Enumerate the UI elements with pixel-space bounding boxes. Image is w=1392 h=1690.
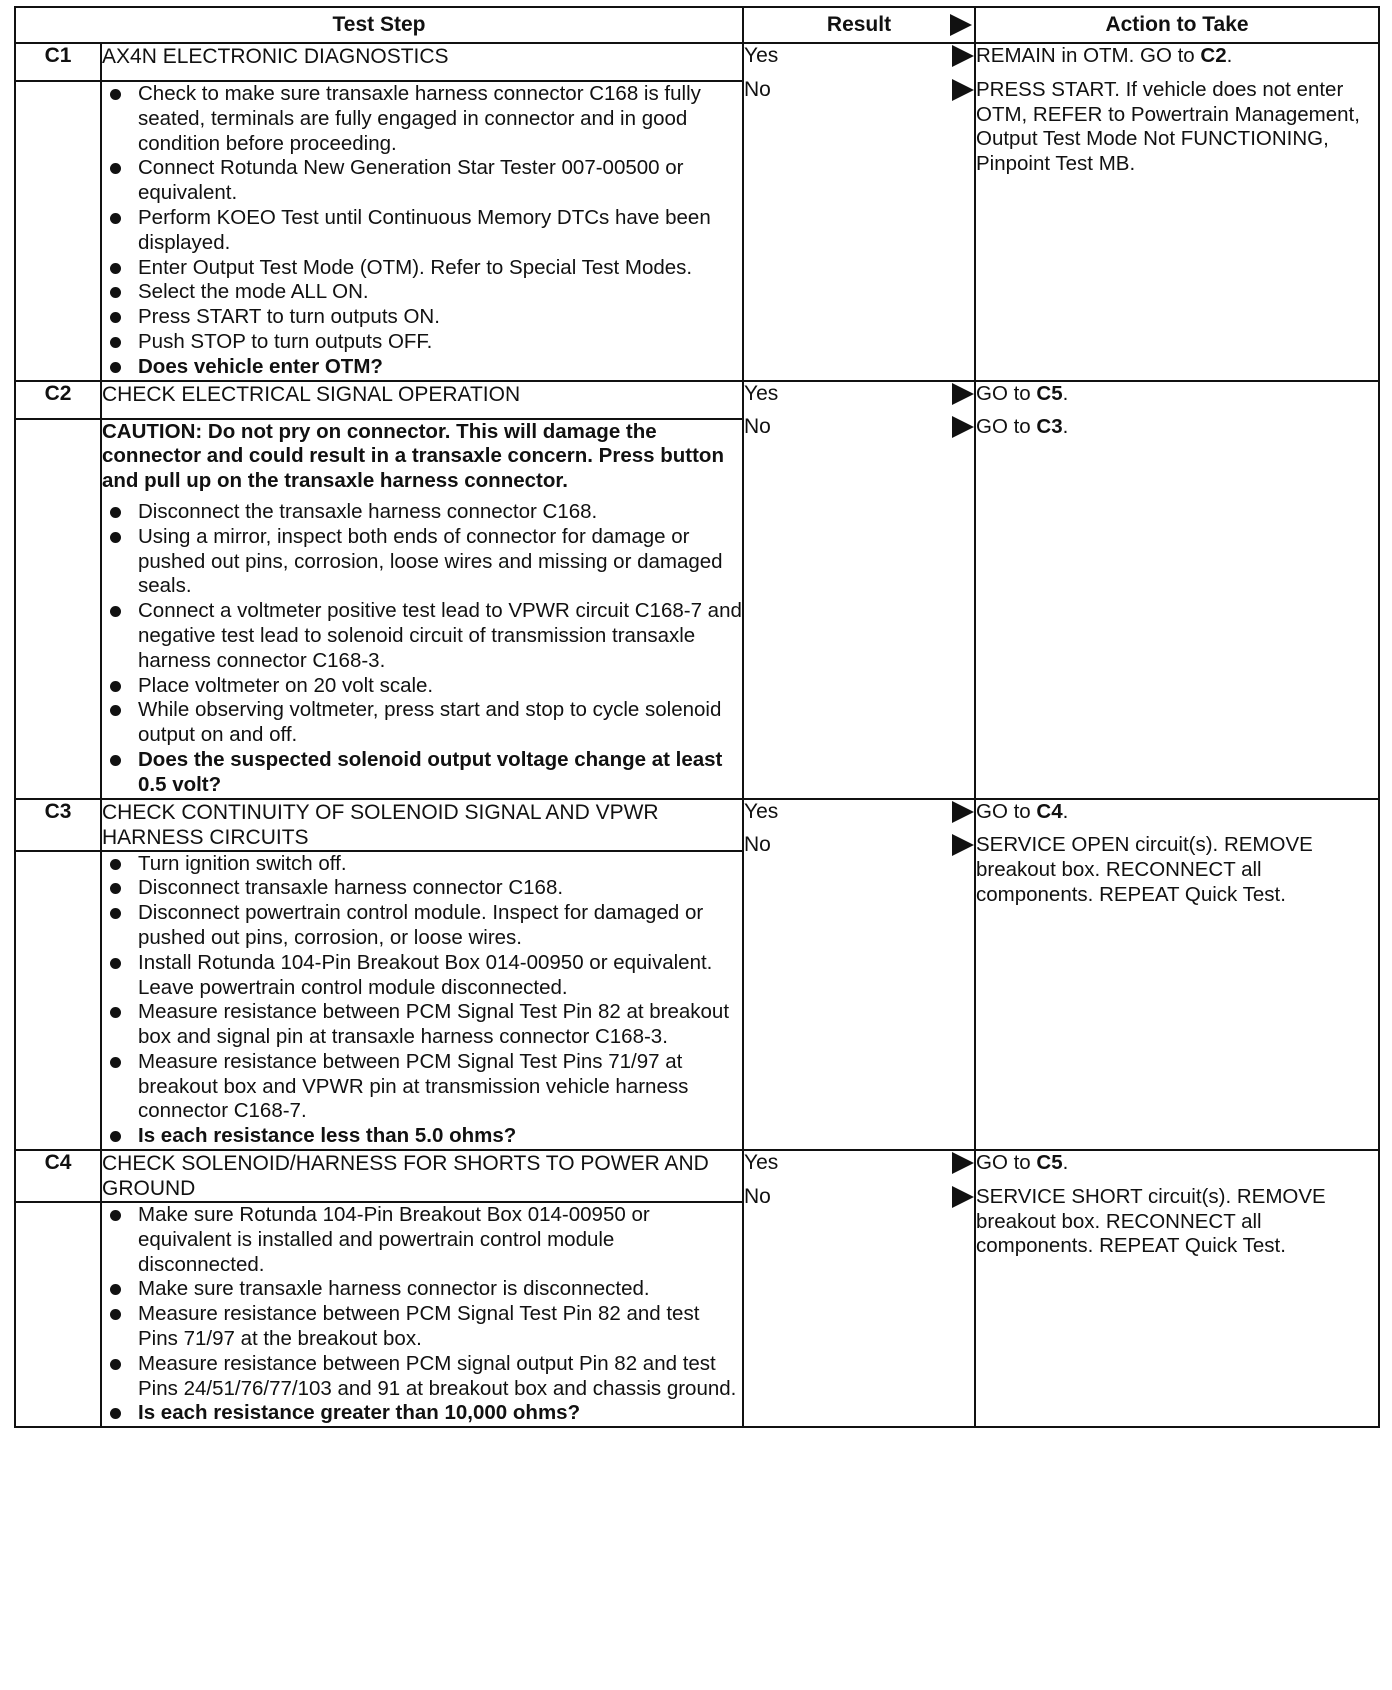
step-actions (975, 1150, 1379, 1427)
step-bullet-list (102, 82, 742, 380)
step-id-spacer (15, 1202, 101, 1427)
arrow-right-icon (952, 383, 974, 405)
step-actions (975, 43, 1379, 381)
arrow-right-icon (950, 14, 972, 36)
step-results (743, 381, 975, 799)
step-question (102, 1401, 742, 1426)
result-label: No (744, 415, 771, 439)
bullet-text: Measure resistance between PCM signal output Pin 82 and test Pins 24/51/76/77/103 and 91 at breakout box and chassis ground. (138, 1351, 737, 1400)
step-bullet (102, 852, 742, 877)
step-body (101, 1202, 743, 1427)
bullet-text: Install Rotunda 104-Pin Breakout Box 014-00950 or equivalent. Leave powertrain control module disconnected. (138, 950, 713, 999)
bullet-icon (110, 1284, 121, 1295)
header-result-label: Result (826, 13, 892, 36)
bullet-text: Make sure Rotunda 104-Pin Breakout Box 014-00950 or equivalent is installed and powertrain control module disconnected. (138, 1203, 650, 1276)
bullet-text: Disconnect the transaxle harness connector C168. (138, 499, 598, 523)
step-body (101, 851, 743, 1151)
action-tail: . (1062, 415, 1069, 439)
step-bullet (102, 876, 742, 901)
step-title-row (15, 381, 1379, 419)
bullet-text: Perform KOEO Test until Continuous Memory DTCs have been displayed. (138, 205, 711, 254)
action-tail: . (1062, 1151, 1069, 1175)
pinpoint-test-table (14, 6, 1380, 1428)
bullet-icon (110, 681, 121, 692)
action-text: REMAIN in OTM. GO to (976, 44, 1201, 67)
question-text: Is each resistance less than 5.0 ohms? (138, 1124, 517, 1148)
result-yes (744, 1151, 974, 1176)
step-bullet (102, 1050, 742, 1124)
step-id: C1 (15, 43, 101, 81)
bullet-text: Place voltmeter on 20 volt scale. (138, 673, 434, 697)
bullet-icon (110, 532, 121, 543)
step-id-spacer (15, 81, 101, 381)
header-row (15, 7, 1379, 43)
bullet-text: Turn ignition switch off. (138, 851, 347, 875)
step-actions (975, 381, 1379, 799)
result-no (744, 415, 974, 440)
bullet-icon (110, 312, 121, 323)
action-target-step: C4 (1036, 799, 1063, 823)
arrow-right-icon (952, 416, 974, 438)
action-text: SERVICE OPEN circuit(s). REMOVE breakout box. RECONNECT all components. REPEAT Quick Test. (976, 833, 1313, 906)
step-title: CHECK CONTINUITY OF SOLENOID SIGNAL AND VPWR HARNESS CIRCUITS (101, 799, 743, 851)
arrow-right-icon (952, 1152, 974, 1174)
step-bullet (102, 156, 742, 206)
step-actions (975, 799, 1379, 1151)
action-target-step: C3 (1036, 415, 1063, 439)
result-label: Yes (744, 799, 779, 823)
step-bullet-list (102, 500, 742, 798)
step-bullet (102, 82, 742, 156)
step-results (743, 799, 975, 1151)
arrow-right-icon (952, 834, 974, 856)
step-bullet (102, 280, 742, 305)
step-body (101, 419, 743, 799)
result-label: Yes (744, 381, 779, 405)
bullet-icon (110, 263, 121, 274)
bullet-text: Using a mirror, inspect both ends of connector for damage or pushed out pins, corrosion, loose wires and missing or damaged seals. (138, 524, 723, 598)
step-bullet (102, 206, 742, 256)
step-bullet (102, 525, 742, 599)
step-bullet (102, 1352, 742, 1402)
bullet-text: Press START to turn outputs ON. (138, 305, 440, 329)
question-text: Does the suspected solenoid output voltage change at least 0.5 volt? (138, 747, 723, 796)
step-title-row (15, 1150, 1379, 1202)
bullet-icon (110, 1057, 121, 1068)
action-tail: . (1062, 799, 1069, 823)
bullet-icon (110, 859, 121, 870)
action-target-step: C2 (1200, 44, 1227, 67)
question-text: Is each resistance greater than 10,000 ohms? (138, 1401, 581, 1425)
step-bullet (102, 674, 742, 699)
step-id: C2 (15, 381, 101, 419)
result-yes (744, 382, 974, 407)
step-bullet (102, 951, 742, 1001)
action-no (976, 78, 1378, 177)
step-bullet (102, 1203, 742, 1277)
action-text: GO to (976, 415, 1037, 439)
bullet-icon (110, 507, 121, 518)
header-result (743, 7, 975, 43)
bullet-text: Check to make sure transaxle harness connector C168 is fully seated, terminals are fully engaged in connector and in good condition before proceeding. (138, 82, 701, 155)
bullet-text: Measure resistance between PCM Signal Test Pin 82 and test Pins 71/97 at the breakout box. (138, 1302, 700, 1351)
action-text: GO to (976, 1151, 1037, 1175)
result-yes (744, 800, 974, 825)
bullet-text: Measure resistance between PCM Signal Test Pin 82 at breakout box and signal pin at transaxle harness connector C168-3. (138, 1000, 730, 1049)
step-id: C4 (15, 1150, 101, 1202)
bullet-text: Connect a voltmeter positive test lead to VPWR circuit C168-7 and negative test lead to solenoid circuit of transmission transaxle harness connector C168-3. (138, 599, 742, 672)
step-bullet (102, 1277, 742, 1302)
step-bullet (102, 330, 742, 355)
bullet-icon (110, 287, 121, 298)
step-bullet (102, 901, 742, 951)
bullet-icon (110, 1359, 121, 1370)
bullet-text: Disconnect transaxle harness connector C168. (138, 876, 564, 900)
bullet-icon (110, 1309, 121, 1320)
arrow-right-icon (952, 79, 974, 101)
bullet-icon (110, 958, 121, 969)
step-question (102, 748, 742, 798)
action-no (976, 415, 1378, 440)
bullet-icon (110, 606, 121, 617)
step-bullet (102, 599, 742, 673)
step-question (102, 1124, 742, 1149)
step-bullet (102, 500, 742, 525)
result-label: Yes (744, 44, 779, 67)
bullet-icon (110, 883, 121, 894)
bullet-text: Enter Output Test Mode (OTM). Refer to Special Test Modes. (138, 255, 693, 279)
pinpoint-test-page (14, 6, 1378, 1678)
bullet-text: Push STOP to turn outputs OFF. (138, 329, 433, 353)
arrow-right-icon (952, 801, 974, 823)
step-bullet (102, 256, 742, 281)
action-yes (976, 800, 1378, 825)
question-text: Does vehicle enter OTM? (138, 354, 383, 378)
bullet-text: Connect Rotunda New Generation Star Tester 007-00500 or equivalent. (138, 156, 684, 205)
step-id: C3 (15, 799, 101, 851)
step-title: CHECK ELECTRICAL SIGNAL OPERATION (101, 381, 743, 419)
step-bullet-list (102, 852, 742, 1150)
caution-note: CAUTION: Do not pry on connector. This will damage the connector and could result in a transaxle concern. Press button and pull up on the transaxle harness connector. (102, 419, 724, 493)
result-label: No (744, 77, 771, 101)
bullet-icon (110, 362, 121, 373)
bullet-icon (110, 163, 121, 174)
header-action: Action to Take (975, 7, 1379, 43)
result-label: No (744, 1184, 771, 1208)
action-text: GO to (976, 381, 1037, 405)
action-target-step: C5 (1036, 381, 1063, 405)
arrow-right-icon (952, 45, 974, 67)
arrow-right-icon (952, 1186, 974, 1208)
result-no (744, 78, 974, 103)
result-label: No (744, 833, 771, 857)
bullet-icon (110, 1007, 121, 1018)
action-yes (976, 1151, 1378, 1176)
step-results (743, 43, 975, 381)
step-title: AX4N ELECTRONIC DIAGNOSTICS (101, 43, 743, 81)
step-question (102, 355, 742, 380)
bullet-icon (110, 213, 121, 224)
action-yes (976, 44, 1378, 69)
bullet-text: Select the mode ALL ON. (138, 280, 369, 304)
bullet-text: Make sure transaxle harness connector is disconnected. (138, 1277, 650, 1301)
bullet-icon (110, 1408, 121, 1419)
bullet-icon (110, 705, 121, 716)
step-results (743, 1150, 975, 1427)
step-bullet (102, 305, 742, 330)
result-no (744, 833, 974, 858)
step-body (101, 81, 743, 381)
action-tail: . (1062, 381, 1069, 405)
action-yes (976, 382, 1378, 407)
action-text: SERVICE SHORT circuit(s). REMOVE breakout box. RECONNECT all components. REPEAT Quick Test. (976, 1184, 1326, 1258)
bullet-icon (110, 755, 121, 766)
step-bullet (102, 1302, 742, 1352)
step-bullet (102, 1000, 742, 1050)
result-label: Yes (744, 1151, 779, 1175)
action-no (976, 1185, 1378, 1259)
result-yes (744, 44, 974, 69)
action-text: PRESS START. If vehicle does not enter OTM, REFER to Powertrain Management, Output Test Mode Not FUNCTIONING, Pinpoint Test MB. (976, 77, 1360, 176)
step-title: CHECK SOLENOID/HARNESS FOR SHORTS TO POWER AND GROUND (101, 1150, 743, 1202)
step-bullet-list (102, 1203, 742, 1426)
steps-body (15, 43, 1379, 1427)
action-tail: . (1226, 44, 1233, 67)
step-id-spacer (15, 419, 101, 799)
step-bullet (102, 698, 742, 748)
action-no (976, 833, 1378, 907)
bullet-text: While observing voltmeter, press start and stop to cycle solenoid output on and off. (138, 698, 722, 747)
bullet-icon (110, 1131, 121, 1142)
result-no (744, 1185, 974, 1210)
bullet-text: Measure resistance between PCM Signal Test Pins 71/97 at breakout box and VPWR pin at transmission vehicle harness connector C168-7. (138, 1049, 689, 1123)
action-target-step: C5 (1036, 1151, 1063, 1175)
action-text: GO to (976, 799, 1037, 823)
bullet-icon (110, 337, 121, 348)
bullet-text: Disconnect powertrain control module. Inspect for damaged or pushed out pins, corrosion, or loose wires. (138, 901, 704, 949)
bullet-icon (110, 908, 121, 919)
step-id-spacer (15, 851, 101, 1151)
bullet-icon (110, 89, 121, 100)
step-title-row (15, 43, 1379, 81)
header-test-step: Test Step (15, 7, 743, 43)
step-title-row (15, 799, 1379, 851)
bullet-icon (110, 1210, 121, 1221)
